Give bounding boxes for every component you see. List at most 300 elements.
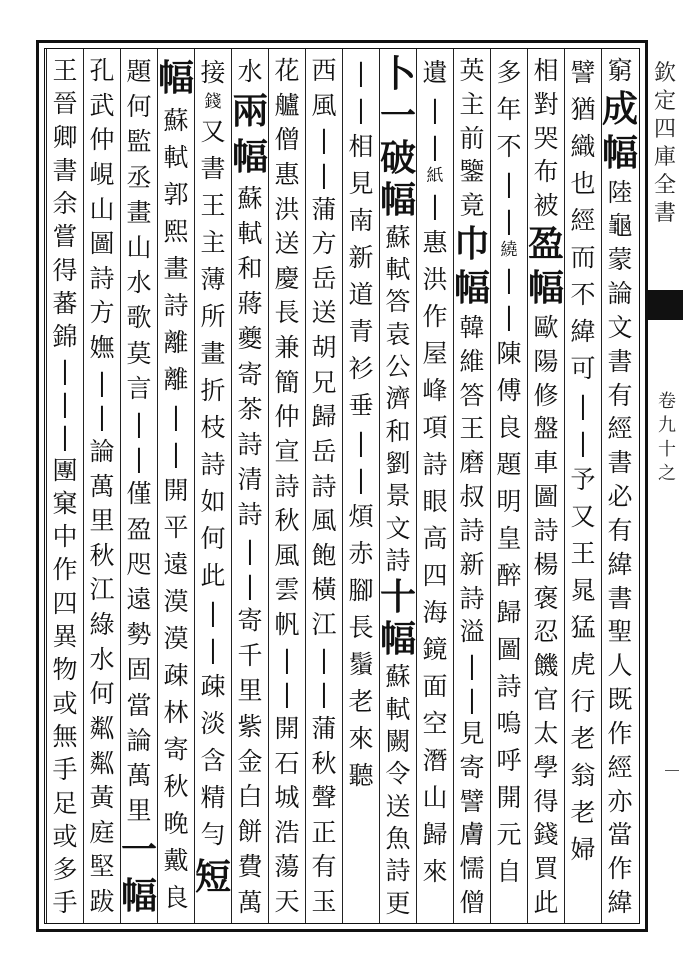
text-char: 而 <box>570 243 596 272</box>
text-char: | <box>504 302 514 331</box>
text-char: 書 <box>607 346 633 376</box>
text-char: 莫 <box>126 338 152 368</box>
text-char: 水 <box>237 57 263 86</box>
text-char: | <box>504 169 514 198</box>
text-char: 項 <box>422 413 448 442</box>
text-char: 青 <box>348 317 374 346</box>
text-char: | <box>467 651 477 681</box>
text-char: 詩 <box>496 672 522 701</box>
text-char: 物 <box>52 655 78 685</box>
text-char: 得 <box>533 786 559 816</box>
text-char: 又 <box>570 502 596 531</box>
text-char: 懦 <box>459 854 485 884</box>
text-char: 主 <box>459 89 485 119</box>
text-char: 垂 <box>348 391 374 420</box>
text-char: 蔣 <box>237 289 263 319</box>
text-char: 卿 <box>52 122 78 152</box>
text-char: 盈 <box>126 514 152 544</box>
heading-char: 幅 <box>231 135 268 178</box>
text-char: | <box>319 159 329 189</box>
text-char: 文 <box>607 312 633 342</box>
text-char: 緯 <box>570 317 596 346</box>
text-char: 當 <box>607 820 633 850</box>
text-char: 精 <box>200 783 226 812</box>
text-char: 前 <box>459 123 485 153</box>
text-char: 漠 <box>163 624 189 653</box>
text-char: | <box>171 439 181 468</box>
text-char: 不 <box>570 280 596 309</box>
text-column <box>526 54 566 920</box>
text-char: | <box>245 535 255 565</box>
text-char: 孔 <box>89 56 115 85</box>
text-char: 蘇 <box>163 106 189 135</box>
text-char: 言 <box>126 373 152 403</box>
text-char: 猛 <box>570 613 596 642</box>
text-char: 嘗 <box>52 222 78 252</box>
text-column <box>304 54 344 920</box>
text-char: 窠 <box>52 488 78 518</box>
heading-char: 巾 <box>453 223 490 266</box>
text-char: 遠 <box>126 585 152 615</box>
text-char: 勻 <box>200 820 226 849</box>
text-char: 闕 <box>385 726 411 756</box>
text-char: 叔 <box>459 482 485 512</box>
text-char: 夔 <box>237 324 263 354</box>
text-char: 遺 <box>422 58 448 87</box>
text-char: 有 <box>311 852 337 882</box>
text-char: 江 <box>89 575 115 605</box>
text-char: 嫵 <box>89 333 115 362</box>
text-char: 跋 <box>89 887 115 916</box>
text-char: 經 <box>570 206 596 235</box>
margin-book-title: 欽 定 四 庫 全 書 <box>653 61 676 226</box>
text-char: 維 <box>459 346 485 376</box>
text-char: 官 <box>533 685 559 715</box>
text-char: 開 <box>496 783 522 812</box>
text-char: 團 <box>52 455 78 485</box>
text-char: 此 <box>533 888 559 917</box>
text-char: 含 <box>200 746 226 775</box>
text-char: 緯 <box>607 888 633 917</box>
text-char: 或 <box>52 688 78 718</box>
text-char: 煩 <box>348 502 374 531</box>
text-char: 良 <box>163 883 189 912</box>
text-char: 峴 <box>89 159 115 189</box>
text-char: 岳 <box>311 436 337 466</box>
text-char: 年 <box>496 95 522 124</box>
text-char: 岳 <box>311 263 337 293</box>
text-column <box>82 54 122 920</box>
text-char: 僧 <box>274 125 300 155</box>
text-char: 鑒 <box>459 157 485 187</box>
heading-char: 幅 <box>379 178 416 221</box>
edge-mark <box>665 770 679 771</box>
text-char: 浩 <box>274 817 300 847</box>
text-column <box>119 54 159 920</box>
text-char: 晉 <box>52 89 78 119</box>
text-char: 慶 <box>274 263 300 293</box>
text-char: 楊 <box>533 549 559 579</box>
text-char: 書 <box>200 154 226 183</box>
text-char: 劉 <box>385 449 411 479</box>
text-char: 學 <box>533 752 559 782</box>
text-char: 詩 <box>385 856 411 886</box>
text-char: 遠 <box>163 550 189 579</box>
text-char: 峰 <box>422 376 448 405</box>
text-char: 兄 <box>311 367 337 397</box>
text-char: | <box>282 679 292 709</box>
text-char: 四 <box>422 561 448 590</box>
text-char: | <box>504 265 514 294</box>
text-char: | <box>430 95 440 124</box>
text-char: 道 <box>348 280 374 309</box>
text-column <box>415 54 455 920</box>
text-char: 車 <box>533 448 559 478</box>
text-char: 洪 <box>422 265 448 294</box>
text-char: 圖 <box>496 635 522 664</box>
heading-char: 一 <box>379 94 416 137</box>
text-char: | <box>319 125 329 155</box>
text-char: 粼 <box>89 713 115 743</box>
text-char: 西 <box>311 56 337 85</box>
text-char: | <box>134 409 144 439</box>
annotation-char: 繞 <box>500 240 518 260</box>
text-char: 經 <box>607 752 633 782</box>
fishtail-mark <box>648 290 683 320</box>
text-char: 良 <box>496 413 522 442</box>
text-char: 傅 <box>496 376 522 405</box>
text-char: 歸 <box>422 820 448 849</box>
text-char: 山 <box>126 233 152 263</box>
text-char: 自 <box>496 857 522 886</box>
text-char: 萬 <box>89 471 115 501</box>
heading-char: 幅 <box>453 267 490 310</box>
text-char: 令 <box>385 759 411 789</box>
text-char: 惠 <box>422 228 448 257</box>
text-char: 竟 <box>459 191 485 221</box>
text-char: 既 <box>607 685 633 715</box>
text-char: 費 <box>237 852 263 882</box>
text-char: 主 <box>200 228 226 257</box>
text-char: 詩 <box>274 471 300 501</box>
text-column <box>230 54 270 920</box>
text-char: 王 <box>200 191 226 220</box>
text-char: 郭 <box>163 180 189 209</box>
text-char: 白 <box>237 782 263 811</box>
text-char: 老 <box>570 724 596 753</box>
text-char: | <box>97 402 107 432</box>
text-char: 蒲 <box>311 194 337 224</box>
heading-char: 一 <box>120 829 157 872</box>
text-char: 武 <box>89 90 115 120</box>
text-char: 畫 <box>200 339 226 368</box>
text-char: 江 <box>311 610 337 639</box>
text-char: 軾 <box>163 143 189 172</box>
text-char: 洪 <box>274 194 300 224</box>
text-char: 多 <box>52 855 78 885</box>
text-char: 蕃 <box>52 289 78 319</box>
text-char: 或 <box>52 821 78 851</box>
text-char: 譬 <box>570 58 596 87</box>
text-char: 餅 <box>237 817 263 847</box>
text-char: 茶 <box>237 394 263 424</box>
text-char: 饑 <box>533 651 559 681</box>
text-char: 陽 <box>533 346 559 376</box>
heading-char: 幅 <box>157 57 194 99</box>
text-char: 空 <box>422 709 448 738</box>
text-char: | <box>60 422 70 452</box>
text-column <box>341 54 381 920</box>
text-column <box>600 54 640 920</box>
text-char: 歐 <box>533 312 559 342</box>
text-char: 不 <box>496 132 522 161</box>
text-char: 石 <box>274 748 300 778</box>
text-char: 亦 <box>607 786 633 816</box>
text-char: 老 <box>348 687 374 716</box>
text-char: 當 <box>126 690 152 720</box>
text-char: 文 <box>385 513 411 543</box>
text-char: 花 <box>274 56 300 85</box>
heading-char: 短 <box>194 856 231 898</box>
text-char: 接 <box>200 58 226 87</box>
text-char: 詩 <box>237 429 263 459</box>
text-char: | <box>208 598 218 627</box>
text-char: | <box>356 428 366 457</box>
text-char: 萬 <box>237 887 263 917</box>
text-char: 監 <box>126 127 152 157</box>
text-char: 譬 <box>459 786 485 816</box>
text-char: 仲 <box>274 402 300 432</box>
text-char: 哭 <box>533 123 559 153</box>
text-char: 錢 <box>533 820 559 850</box>
text-column <box>267 54 307 920</box>
text-char: 送 <box>385 791 411 821</box>
text-column <box>156 54 196 920</box>
text-char: 胡 <box>311 333 337 362</box>
text-char: | <box>578 391 588 420</box>
text-char: 論 <box>607 279 633 309</box>
heading-char: 卜 <box>379 53 416 95</box>
text-char: 丞 <box>126 162 152 192</box>
heading-char: 幅 <box>120 875 157 918</box>
text-char: | <box>134 444 144 474</box>
text-char: 皇 <box>496 524 522 553</box>
text-char: 黃 <box>89 783 115 813</box>
text-char: 何 <box>89 679 115 709</box>
text-char: 也 <box>570 169 596 198</box>
text-char: 袁 <box>385 319 411 349</box>
text-char: 面 <box>422 672 448 701</box>
text-char: 秋 <box>163 772 189 801</box>
text-char: 歸 <box>496 598 522 627</box>
text-column <box>452 54 492 920</box>
text-char: | <box>60 388 70 418</box>
text-char: 聲 <box>311 783 337 813</box>
text-char: 婦 <box>570 835 596 864</box>
text-char: 手 <box>52 888 78 918</box>
text-char: 論 <box>89 436 115 466</box>
text-char: 衫 <box>348 354 374 383</box>
text-char: 歸 <box>311 402 337 432</box>
text-char: 長 <box>348 613 374 642</box>
text-char: 盤 <box>533 414 559 444</box>
text-char: 千 <box>237 641 263 671</box>
text-char: 如 <box>200 487 226 516</box>
text-char: 予 <box>570 465 596 494</box>
text-char: 赤 <box>348 539 374 568</box>
text-char: 高 <box>422 524 448 553</box>
text-char: 書 <box>52 155 78 185</box>
text-char: 公 <box>385 352 411 382</box>
text-char: 龜 <box>607 211 633 241</box>
text-char: 作 <box>422 302 448 331</box>
text-char: 更 <box>385 888 411 918</box>
text-char: 薄 <box>200 265 226 294</box>
text-char: 買 <box>533 854 559 884</box>
text-char: 有 <box>607 515 633 545</box>
text-char: 異 <box>52 622 78 652</box>
text-char: 磨 <box>459 448 485 478</box>
text-char: 詩 <box>533 515 559 545</box>
text-char: 書 <box>607 583 633 613</box>
text-char: 書 <box>607 448 633 478</box>
text-char: | <box>430 132 440 161</box>
heading-char: 成 <box>601 87 638 130</box>
text-char: 紫 <box>237 711 263 741</box>
text-char: 布 <box>533 157 559 187</box>
annotation-char: 紙 <box>426 166 444 186</box>
text-char: 何 <box>126 92 152 122</box>
text-char: 折 <box>200 376 226 405</box>
text-char: | <box>319 679 329 709</box>
text-char: 僧 <box>459 888 485 917</box>
text-char: 蘇 <box>385 222 411 252</box>
text-char: | <box>430 191 440 220</box>
text-char: 又 <box>200 117 226 146</box>
text-char: 何 <box>200 524 226 553</box>
text-char: 詩 <box>459 515 485 545</box>
text-char: 作 <box>52 555 78 585</box>
text-char: 正 <box>311 817 337 847</box>
text-char: 綠 <box>89 610 115 639</box>
text-char: 金 <box>237 746 263 776</box>
text-char: 艫 <box>274 90 300 120</box>
text-char: 足 <box>52 788 78 818</box>
text-char: 中 <box>52 522 78 552</box>
text-char: 猶 <box>570 95 596 124</box>
text-char: 必 <box>607 482 633 512</box>
text-char: 開 <box>163 476 189 505</box>
heading-char: 盈 <box>527 223 564 266</box>
text-char: 蘇 <box>237 183 263 213</box>
text-char: 人 <box>607 651 633 681</box>
text-char: 橫 <box>311 575 337 605</box>
text-char: 詩 <box>200 450 226 479</box>
text-char: 粼 <box>89 748 115 778</box>
text-char: | <box>504 206 514 235</box>
text-column <box>563 54 603 920</box>
text-char: 蕩 <box>274 852 300 882</box>
text-char: 軾 <box>385 694 411 724</box>
text-char: | <box>282 644 292 674</box>
text-char: 秋 <box>89 540 115 570</box>
text-char: 寄 <box>459 752 485 782</box>
text-char: 眼 <box>422 487 448 516</box>
text-char: | <box>578 428 588 457</box>
text-char: 平 <box>163 513 189 542</box>
text-char: 王 <box>459 414 485 444</box>
text-char: 作 <box>607 854 633 884</box>
text-char: 被 <box>533 191 559 221</box>
text-char: 褒 <box>533 583 559 613</box>
text-char: 枝 <box>200 413 226 442</box>
text-char: 忍 <box>533 617 559 647</box>
text-column <box>45 54 85 920</box>
text-char: 手 <box>52 755 78 785</box>
text-char: 來 <box>422 857 448 886</box>
text-char: 圖 <box>89 229 115 259</box>
annotation-char: 錢 <box>204 92 222 112</box>
text-char: 見 <box>459 718 485 748</box>
text-char: 陳 <box>496 339 522 368</box>
text-char: 鏡 <box>422 635 448 664</box>
text-char: 腳 <box>348 576 374 605</box>
text-char: 里 <box>126 796 152 826</box>
text-char: 詩 <box>237 500 263 530</box>
text-char: 萬 <box>126 761 152 791</box>
text-char: 晚 <box>163 809 189 838</box>
text-char: 方 <box>311 229 337 259</box>
text-column <box>489 54 529 920</box>
text-column <box>193 54 233 920</box>
text-char: 聽 <box>348 761 374 790</box>
text-column <box>378 54 418 920</box>
text-char: 醉 <box>496 561 522 590</box>
text-char: 秋 <box>274 506 300 536</box>
text-char: 和 <box>237 253 263 283</box>
text-char: 寄 <box>237 359 263 389</box>
text-char: 軾 <box>385 255 411 285</box>
text-char: 膚 <box>459 820 485 850</box>
text-char: 固 <box>126 655 152 685</box>
text-char: 新 <box>348 243 374 272</box>
text-char: 聖 <box>607 617 633 647</box>
text-char: 王 <box>570 539 596 568</box>
text-char: 詩 <box>422 450 448 479</box>
text-char: 寄 <box>163 735 189 764</box>
text-char: 詩 <box>385 546 411 576</box>
text-char: 王 <box>52 56 78 85</box>
text-char: 答 <box>459 380 485 410</box>
text-char: 緯 <box>607 549 633 579</box>
text-char: 秋 <box>311 748 337 778</box>
text-char: 雲 <box>274 575 300 605</box>
text-char: 山 <box>89 194 115 224</box>
text-char: | <box>171 402 181 431</box>
text-char: 詩 <box>311 471 337 501</box>
text-char: 太 <box>533 718 559 748</box>
text-char: 城 <box>274 783 300 813</box>
text-char: 詩 <box>163 291 189 320</box>
text-char: 風 <box>311 506 337 536</box>
text-char: 天 <box>274 887 300 916</box>
text-char: | <box>356 95 366 124</box>
text-char: 僅 <box>126 479 152 509</box>
text-char: 疎 <box>163 661 189 690</box>
text-char: 淡 <box>200 709 226 738</box>
text-char: 里 <box>237 676 263 706</box>
text-char: 林 <box>163 698 189 727</box>
